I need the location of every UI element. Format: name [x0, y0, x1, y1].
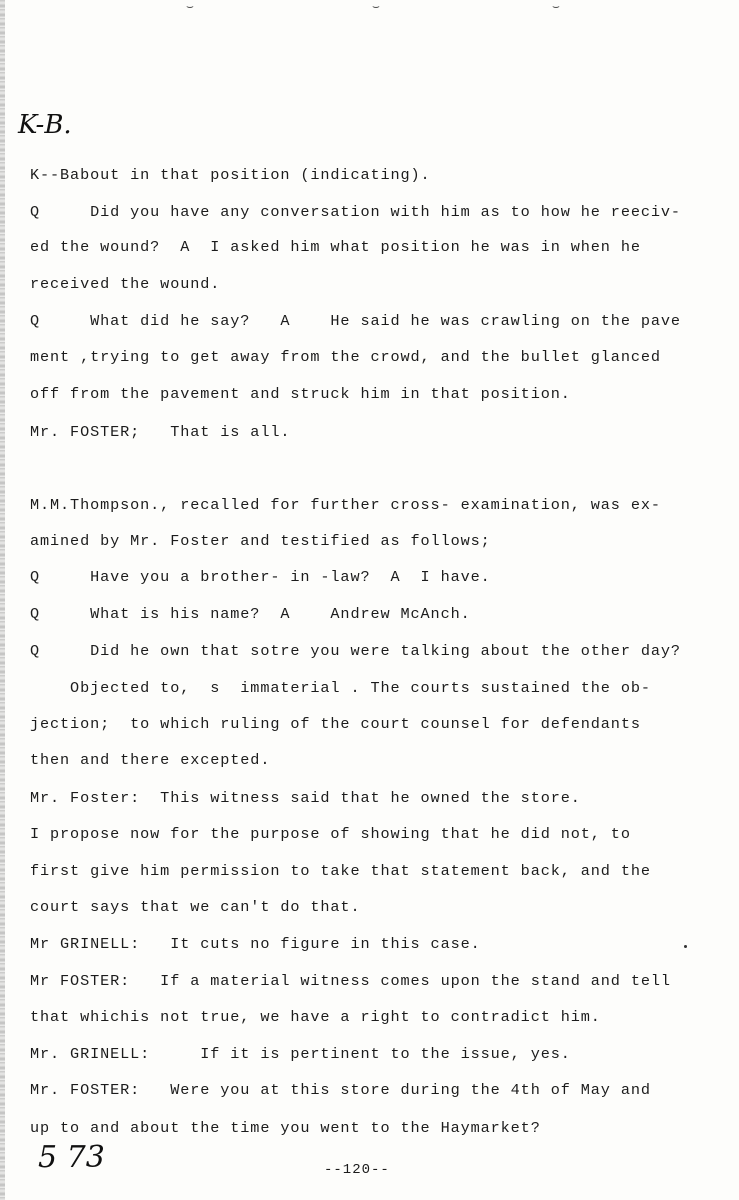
transcript-line: ed the wound? A I asked him what position he was in when he [30, 238, 641, 256]
transcript-line: Q Did he own that sotre you were talking about the other day? [30, 642, 681, 660]
handwritten-section-marker: K-B. [18, 110, 72, 140]
transcript-line: jection; to which ruling of the court counsel for defendants [30, 715, 641, 733]
transcript-line: M.M.Thompson., recalled for further cross- examination, was ex- [30, 496, 661, 514]
transcript-line: Q Did you have any conversation with him as to how he reeciv- [30, 203, 681, 221]
transcript-line: Mr. GRINELL: If it is pertinent to the issue, yes. [30, 1045, 571, 1063]
transcript-line: amined by Mr. Foster and testified as follows; [30, 532, 491, 550]
transcript-line: up to and about the time you went to the Haymarket? [30, 1119, 541, 1137]
handwritten-folio-number: 5 73 [38, 1140, 105, 1175]
transcript-line: I propose now for the purpose of showing that he did not, to [30, 825, 631, 843]
transcript-line: received the wound. [30, 275, 221, 293]
transcript-line: Q Have you a brother- in -law? A I have. [30, 568, 491, 586]
page-number: --120-- [324, 1162, 390, 1178]
transcript-line: off from the pavement and struck him in that position. [30, 385, 571, 403]
stray-ink-dot [684, 945, 687, 948]
punch-mark: ⌣ [186, 0, 194, 14]
transcript-line: Mr FOSTER: If a material witness comes upon the stand and tell [30, 972, 671, 990]
transcript-line: court says that we can't do that. [30, 898, 361, 916]
punch-mark: ⌣ [552, 0, 560, 14]
transcript-line: Mr. FOSTER: Were you at this store during the 4th of May and [30, 1081, 651, 1099]
transcript-line: Mr. Foster: This witness said that he owned the store. [30, 789, 581, 807]
punch-mark: ⌣ [372, 0, 380, 14]
transcript-line: Objected to, s immaterial . The courts sustained the ob- [30, 679, 651, 697]
transcript-line: that whichis not true, we have a right to contradict him. [30, 1008, 601, 1026]
transcript-line: ment ,trying to get away from the crowd, and the bullet glanced [30, 348, 661, 366]
scan-edge [0, 0, 5, 1200]
transcript-line: Mr GRINELL: It cuts no figure in this case. [30, 935, 481, 953]
transcript-line: Mr. FOSTER; That is all. [30, 423, 291, 441]
transcript-line: then and there excepted. [30, 751, 271, 769]
transcript-line: K--Babout in that position (indicating). [30, 166, 431, 184]
transcript-line: Q What did he say? A He said he was crawling on the pave [30, 312, 681, 330]
transcript-line: Q What is his name? A Andrew McAnch. [30, 605, 471, 623]
transcript-line: first give him permission to take that statement back, and the [30, 862, 651, 880]
